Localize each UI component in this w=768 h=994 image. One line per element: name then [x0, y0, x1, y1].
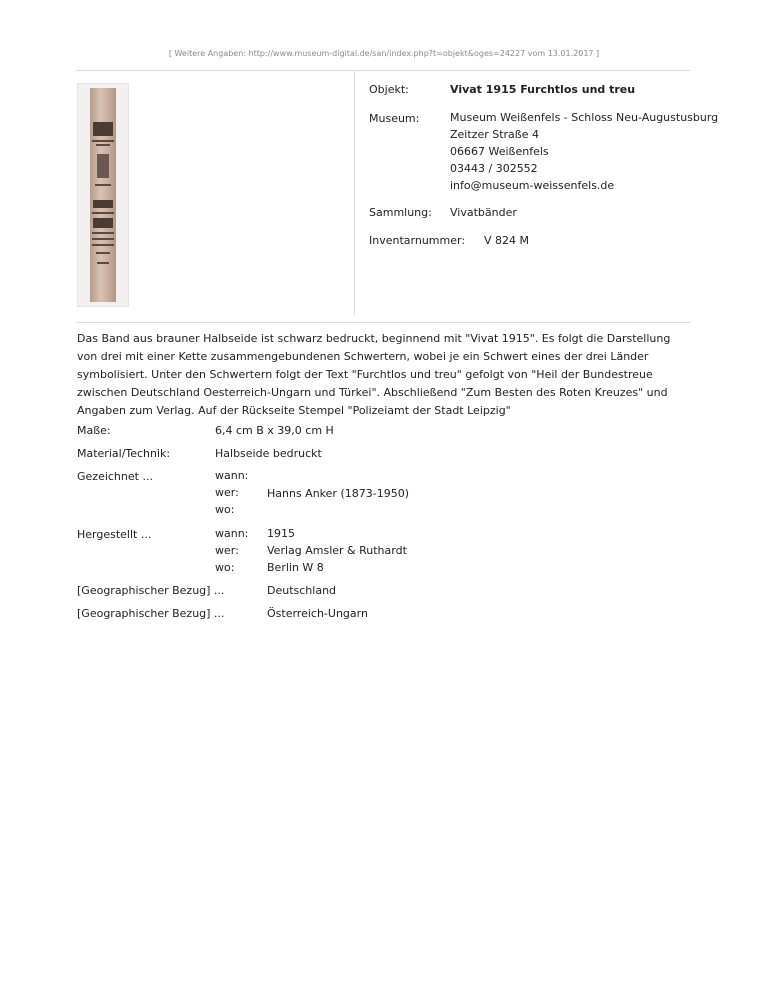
- masse-label: Maße:: [77, 424, 111, 437]
- museum-street: Zeitzer Straße 4: [450, 128, 539, 141]
- inventar-value: V 824 M: [484, 234, 530, 247]
- material-label: Material/Technik:: [77, 447, 171, 460]
- middle-divider: [76, 322, 690, 323]
- gezeichnet-wann-label: wann:: [215, 469, 249, 482]
- hergestellt-wo-label: wo:: [215, 561, 235, 574]
- museum-phone: 03443 / 302552: [450, 162, 538, 175]
- hergestellt-wann-value: 1915: [267, 527, 295, 540]
- geo-value-1: Deutschland: [267, 584, 337, 597]
- hergestellt-wer-value: Verlag Amsler & Ruthardt: [267, 544, 407, 557]
- gezeichnet-wer-label: wer:: [215, 486, 239, 499]
- museum-address: [450, 109, 718, 194]
- museum-name: Museum Weißenfels - Schloss Neu-Augustusburg: [450, 111, 719, 124]
- masse-value: 6,4 cm B x 39,0 cm H: [215, 424, 334, 437]
- hergestellt-wer-label: wer:: [215, 544, 239, 557]
- source-line: [ Weitere Angaben: http://www.museum-digital.de/san/index.php?t=objekt&oges=24227 vom 13.01.2017 ]: [168, 49, 600, 58]
- object-image[interactable]: [77, 83, 129, 307]
- sammlung-value: Vivatbänder: [450, 206, 517, 219]
- geo-value-2: Österreich-Ungarn: [267, 607, 368, 620]
- vertical-divider: [354, 71, 355, 315]
- inventar-label: Inventarnummer:: [369, 234, 466, 247]
- geo-label-2: [Geographischer Bezug] ...: [77, 607, 225, 620]
- material-value: Halbseide bedruckt: [215, 447, 322, 460]
- objekt-label: Objekt:: [369, 83, 409, 96]
- geo-label-1: [Geographischer Bezug] ...: [77, 584, 225, 597]
- gezeichnet-fields: [215, 467, 248, 518]
- hergestellt-wann-label: wann:: [215, 527, 249, 540]
- object-title: Vivat 1915 Furchtlos und treu: [450, 83, 636, 96]
- gezeichnet-wo-label: wo:: [215, 503, 235, 516]
- vivat-ribbon-image: [90, 88, 116, 302]
- top-divider: [76, 70, 690, 71]
- museum-label: Museum:: [369, 112, 420, 125]
- object-description: Das Band aus brauner Halbseide ist schwarz bedruckt, beginnend mit "Vivat 1915". Es folgt die Darstellung von drei mit einer Kette zusammengebundenen Schwertern, wobei je ein Schwert eines der drei Länder symbolisiert. Unter den Schwertern folgt der Text "Furchtlos und treu" gefolgt von "Heil der Bundestreue zwischen Deutschland Oesterreich-Ungarn und Türkei". Abschließend "Zum Besten des Roten Kreuzes" und Angaben zum Verlag. Auf der Rückseite Stempel "Polizeiamt der Stadt Leipzig": [77, 332, 671, 417]
- gezeichnet-wer-value: Hanns Anker (1873-1950): [267, 487, 409, 500]
- sammlung-label: Sammlung:: [369, 206, 432, 219]
- hergestellt-values: [267, 525, 407, 576]
- museum-city: 06667 Weißenfels: [450, 145, 549, 158]
- museum-email[interactable]: info@museum-weissenfels.de: [450, 179, 615, 192]
- hergestellt-label: Hergestellt ...: [77, 528, 152, 541]
- hergestellt-wo-value: Berlin W 8: [267, 561, 324, 574]
- gezeichnet-label: Gezeichnet ...: [77, 470, 153, 483]
- hergestellt-fields: [215, 525, 248, 576]
